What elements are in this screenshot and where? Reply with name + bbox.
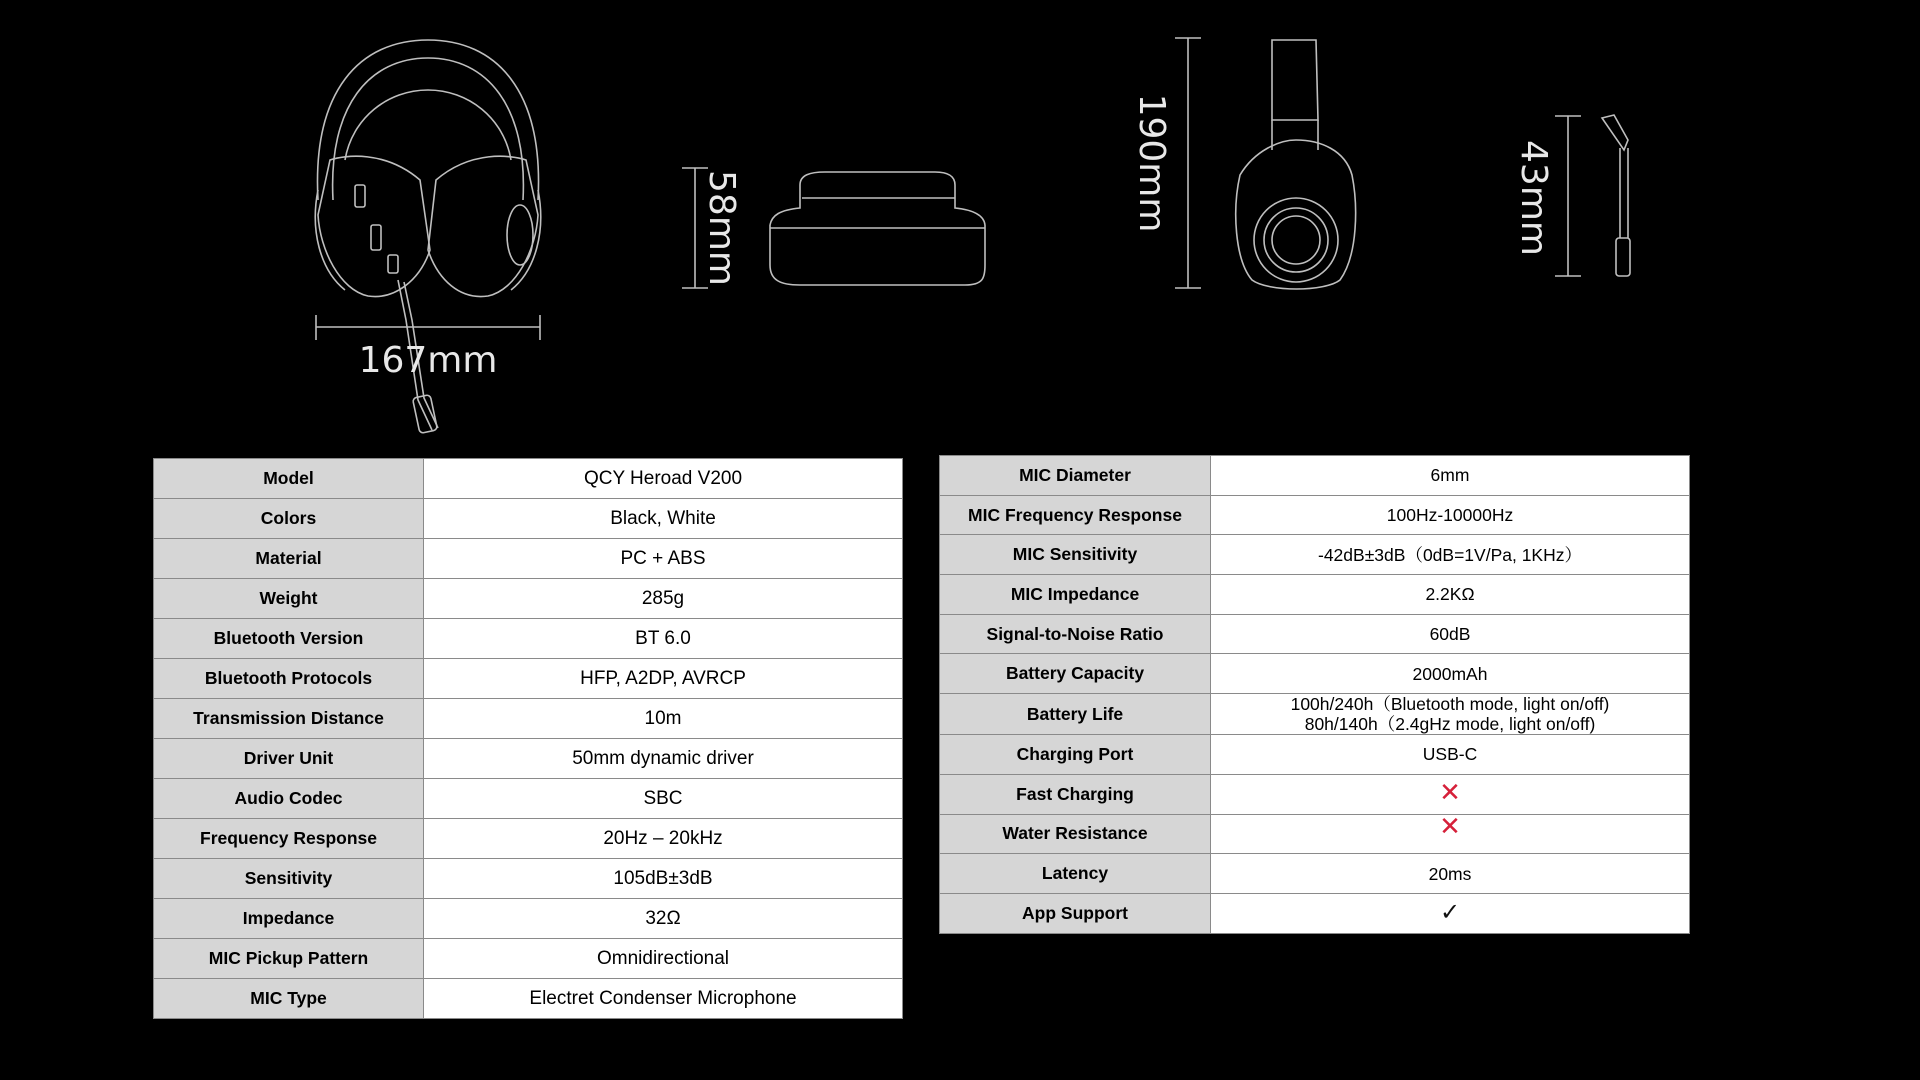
table-row [940,893,1690,933]
spec-table-right [939,455,1690,934]
spec-label: Latency [940,854,1211,894]
headset-side-view [1236,40,1356,289]
spec-label: MIC Type [154,979,424,1019]
spec-value: USB-C [1211,735,1690,775]
spec-value: 20ms [1211,854,1690,894]
table-row [940,456,1690,496]
spec-value: PC + ABS [424,539,903,579]
spec-label: Audio Codec [154,779,424,819]
battery-life-bluetooth: 100h/240h（Bluetooth mode, light on/off) [1290,694,1610,715]
spec-table-left [153,458,903,1019]
spec-label: Model [154,459,424,499]
table-row [154,979,903,1019]
spec-label: Impedance [154,899,424,939]
spec-label: Battery Capacity [940,654,1211,694]
table-row [940,774,1690,814]
spec-value: 20Hz – 20kHz [424,819,903,859]
spec-label: MIC Diameter [940,456,1211,496]
spec-label: MIC Sensitivity [940,535,1211,575]
table-row [154,499,903,539]
spec-label: Water Resistance [940,814,1211,854]
spec-label: Battery Life [940,694,1211,735]
spec-value [1211,694,1690,735]
spec-value: HFP, A2DP, AVRCP [424,659,903,699]
table-row [940,495,1690,535]
spec-label: Signal-to-Noise Ratio [940,614,1211,654]
table-row [154,579,903,619]
spec-label: App Support [940,893,1211,933]
spec-label: Material [154,539,424,579]
spec-label: Bluetooth Version [154,619,424,659]
spec-label: Fast Charging [940,774,1211,814]
table-row [154,859,903,899]
spec-value: 285g [424,579,903,619]
spec-value: 2000mAh [1211,654,1690,694]
spec-value: 10m [424,699,903,739]
cross-icon: ✕ [1439,811,1461,842]
spec-value: SBC [424,779,903,819]
height-dimension-label: 190mm [1131,93,1172,233]
spec-value: -42dB±3dB（0dB=1V/Pa, 1KHz） [1211,535,1690,575]
table-row [940,814,1690,854]
table-row [940,735,1690,775]
table-row [940,614,1690,654]
spec-label: Transmission Distance [154,699,424,739]
headset-top-view [770,172,985,285]
spec-label: MIC Pickup Pattern [154,939,424,979]
table-row [154,459,903,499]
spec-value: 60dB [1211,614,1690,654]
spec-value: 32Ω [424,899,903,939]
table-row [154,619,903,659]
width-dimension-line [316,315,540,340]
table-row [940,575,1690,615]
spec-label: MIC Frequency Response [940,495,1211,535]
spec-value: 6mm [1211,456,1690,496]
depth-dimension-label: 58mm [701,170,742,286]
height-dimension-line [1175,38,1201,288]
spec-value: 50mm dynamic driver [424,739,903,779]
spec-label: Charging Port [940,735,1211,775]
check-icon: ✓ [1439,898,1461,927]
table-row [940,535,1690,575]
spec-value: 100Hz-10000Hz [1211,495,1690,535]
spec-label: Sensitivity [154,859,424,899]
spec-label: Driver Unit [154,739,424,779]
table-row [154,659,903,699]
spec-value [1211,774,1690,814]
table-row [154,539,903,579]
table-row [154,899,903,939]
cross-icon: ✕ [1439,778,1461,809]
table-row [154,819,903,859]
headset-line-art [0,0,1920,450]
mic-dimension-label: 43mm [1513,140,1554,256]
table-row [154,939,903,979]
table-row [940,854,1690,894]
spec-value: QCY Heroad V200 [424,459,903,499]
spec-label: MIC Impedance [940,575,1211,615]
battery-life-24ghz: 80h/140h（2.4gHz mode, light on/off) [1304,714,1596,735]
spec-value: Omnidirectional [424,939,903,979]
spec-value: Black, White [424,499,903,539]
table-row [154,739,903,779]
table-row [154,699,903,739]
table-row [154,779,903,819]
spec-label: Weight [154,579,424,619]
spec-label: Frequency Response [154,819,424,859]
spec-value: BT 6.0 [424,619,903,659]
dimension-illustrations [0,0,1920,450]
spec-value: 2.2KΩ [1211,575,1690,615]
mic-boom [1602,115,1630,276]
spec-value: Electret Condenser Microphone [424,979,903,1019]
spec-value: 105dB±3dB [424,859,903,899]
spec-label: Bluetooth Protocols [154,659,424,699]
mic-dimension-line [1555,116,1581,276]
spec-value [1211,811,1690,854]
table-row [940,694,1690,735]
width-dimension-label: 167mm [358,340,498,381]
spec-label: Colors [154,499,424,539]
spec-value [1211,893,1690,933]
table-row [940,654,1690,694]
